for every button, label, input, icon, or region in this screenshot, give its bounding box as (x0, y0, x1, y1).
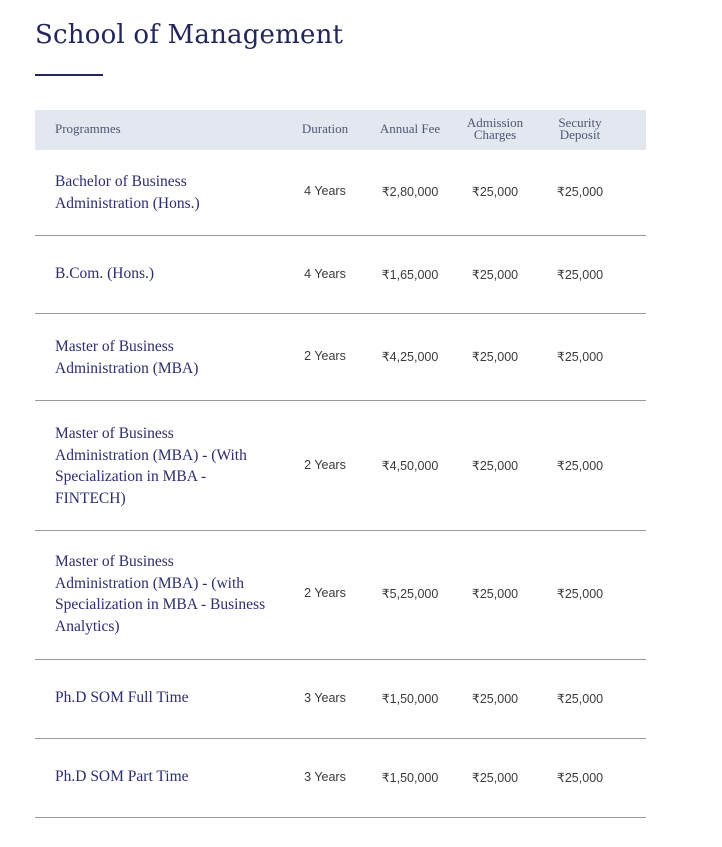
header-security-line1: Security (558, 115, 602, 130)
programme-name: Bachelor of Business Administration (Hons.) (55, 173, 200, 212)
header-programmes: Programmes (55, 121, 121, 136)
annual-fee-cell: ₹1,50,000 (381, 692, 439, 706)
annual-fee-cell: ₹4,25,000 (381, 350, 439, 364)
programme-name: Master of Business Administration (MBA) (55, 338, 199, 377)
title-underline (35, 74, 103, 76)
programme-name: Master of Business Administration (MBA) - (With Specialization in MBA - FINTECH) (55, 425, 247, 507)
duration-cell: 3 Years (304, 770, 346, 784)
annual-fee-cell: ₹1,65,000 (381, 268, 439, 282)
admission-charges-cell: ₹25,000 (471, 692, 519, 706)
security-deposit-cell: ₹25,000 (556, 185, 604, 199)
duration-cell: 2 Years (304, 458, 346, 472)
security-deposit-cell: ₹25,000 (556, 587, 604, 601)
header-admission-charges (460, 117, 530, 141)
annual-fee-cell: ₹1,50,000 (381, 771, 439, 785)
table-header (35, 110, 646, 150)
security-deposit-cell: ₹25,000 (556, 459, 604, 473)
duration-cell: 2 Years (304, 586, 346, 600)
duration-cell: 3 Years (304, 691, 346, 705)
security-deposit-cell: ₹25,000 (556, 268, 604, 282)
programme-name: B.Com. (Hons.) (55, 265, 155, 282)
header-admission-line2: Charges (473, 127, 517, 142)
security-deposit-cell: ₹25,000 (556, 350, 604, 364)
duration-cell: 2 Years (304, 349, 346, 363)
admission-charges-cell: ₹25,000 (471, 771, 519, 785)
admission-charges-cell: ₹25,000 (471, 185, 519, 199)
table-row (35, 401, 646, 531)
annual-fee-cell: ₹5,25,000 (381, 587, 439, 601)
header-admission-line1: Admission (466, 115, 524, 130)
table-row (35, 660, 646, 739)
security-deposit-cell: ₹25,000 (556, 692, 604, 706)
admission-charges-cell: ₹25,000 (471, 268, 519, 282)
programme-name: Master of Business Administration (MBA) - (with Specialization in MBA - Business Analytics) (55, 553, 266, 635)
duration-cell: 4 Years (304, 184, 346, 198)
header-annual-fee: Annual Fee (379, 121, 441, 136)
admission-charges-cell: ₹25,000 (471, 587, 519, 601)
header-security-line2: Deposit (559, 127, 601, 142)
header-duration: Duration (301, 121, 349, 136)
programme-name: Ph.D SOM Full Time (55, 689, 189, 706)
programme-name: Ph.D SOM Part Time (55, 768, 189, 785)
table-row (35, 739, 646, 818)
fee-table (35, 110, 646, 818)
table-row (35, 150, 646, 236)
table-row (35, 531, 646, 660)
admission-charges-cell: ₹25,000 (471, 459, 519, 473)
admission-charges-cell: ₹25,000 (471, 350, 519, 364)
header-security-deposit (545, 117, 615, 141)
security-deposit-cell: ₹25,000 (556, 771, 604, 785)
annual-fee-cell: ₹4,50,000 (381, 459, 439, 473)
table-row (35, 314, 646, 401)
annual-fee-cell: ₹2,80,000 (381, 185, 439, 199)
page-title: School of Management (35, 20, 344, 50)
duration-cell: 4 Years (304, 267, 346, 281)
table-row (35, 236, 646, 314)
